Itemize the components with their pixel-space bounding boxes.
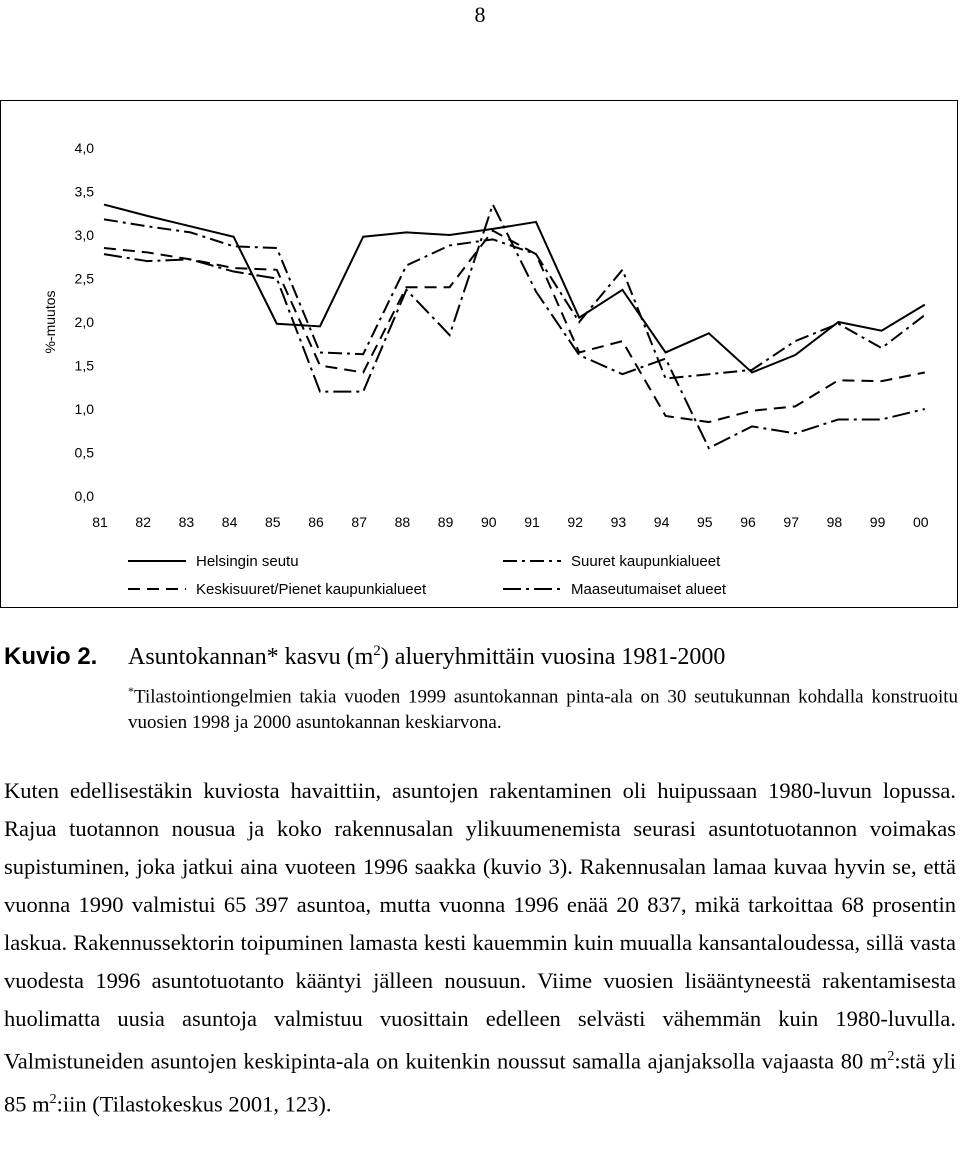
- y-tick-label: 1,0: [74, 401, 94, 417]
- y-tick-label: 4,0: [74, 140, 94, 156]
- legend-label: Suuret kaupunkialueet: [571, 553, 721, 570]
- x-tick-label: 98: [826, 514, 843, 530]
- y-tick-label: 0,0: [74, 488, 94, 504]
- x-tick-label: 93: [610, 514, 627, 530]
- y-tick-label: 3,5: [74, 183, 94, 200]
- x-tick-label: 84: [221, 514, 238, 530]
- series-line-1: [104, 205, 925, 373]
- x-tick-label: 87: [351, 514, 367, 530]
- x-tick-label: 88: [394, 514, 411, 530]
- x-tick-label: 94: [653, 514, 670, 530]
- x-tick-label: 81: [92, 514, 108, 530]
- x-tick-label: 86: [308, 514, 324, 530]
- y-tick-label: 0,5: [74, 444, 94, 461]
- figure-title: Asuntokannan* kasvu $(m^2)$ alueryhmittäin vuosina 1981-2000: [128, 643, 726, 670]
- x-tick-label: 96: [740, 514, 756, 530]
- x-tick-label: 85: [265, 514, 281, 530]
- series-line-4: [104, 205, 925, 449]
- x-tick-label: 83: [178, 514, 195, 530]
- y-axis-title: %-muutos: [42, 290, 58, 354]
- figure-footnote: *Tilastointiongelmien takia vuoden 1999 asuntokannan pinta-ala on 30 seutukunnan kohdalla konstruoitu vuosien 1998 ja 2000 asuntokannan keskiarvona.: [128, 684, 958, 734]
- x-tick-label: 92: [567, 514, 583, 530]
- x-tick-label: 97: [783, 514, 799, 530]
- x-tick-label: 82: [135, 514, 151, 530]
- line-chart: [0, 100, 958, 608]
- legend-label: Maaseutumaiset alueet: [571, 581, 727, 598]
- x-tick-label: 00: [913, 514, 929, 530]
- y-tick-label: 1,5: [74, 357, 94, 374]
- legend-label: Helsingin seutu: [196, 553, 299, 570]
- x-tick-label: 90: [481, 514, 497, 530]
- body-paragraph: Kuten edellisestäkin kuviosta havaittiin, asuntojen rakentaminen oli huipussaan 1980-luvun lopussa. Rajua tuotannon nousua ja koko rakennusalan ylikuumenemista seurasi asuntotuotannon voimakas supistuminen, joka jatkui aina vuoteen 1996 saakka (kuvio 3). Rakennusalan lamaa kuvaa hyvin se, että vuonna 1990 valmistui 65 397 asuntoa, mutta vuonna 1996 enää 20 837, mikä tarkoittaa 68 prosentin laskua. Rakennussektorin toipuminen lamasta kesti kauemmin kuin muualla kansantaloudessa, sillä vasta vuodesta 1996 asuntotuotanto kääntyi jälleen nousuun. Viime vuosien lisääntyneestä rakentamisesta huolimatta uusia asuntoja valmistuu vuosittain edelleen selvästi vähemmän kuin 1980-luvulla. Valmistuneiden asuntojen keskipinta-ala on kuitenkin noussut samalla ajanjaksolla vajaasta 80 $m^2:stä$ yli 85 $m^2:iin$ (Tilastokeskus 2001, 123).: [4, 778, 956, 1116]
- x-tick-label: 91: [524, 514, 540, 530]
- x-tick-label: 99: [869, 514, 886, 530]
- page-number: 8: [474, 2, 486, 27]
- y-tick-label: 2,0: [74, 314, 94, 330]
- y-tick-label: 2,5: [74, 270, 94, 287]
- legend-label: Keskisuuret/Pienet kaupunkialueet: [196, 581, 427, 598]
- x-tick-label: 95: [697, 514, 713, 530]
- y-tick-label: 3,0: [74, 227, 94, 243]
- series-line-3: [104, 231, 925, 422]
- x-tick-label: 89: [437, 514, 454, 530]
- figure-label: Kuvio 2.: [4, 643, 98, 670]
